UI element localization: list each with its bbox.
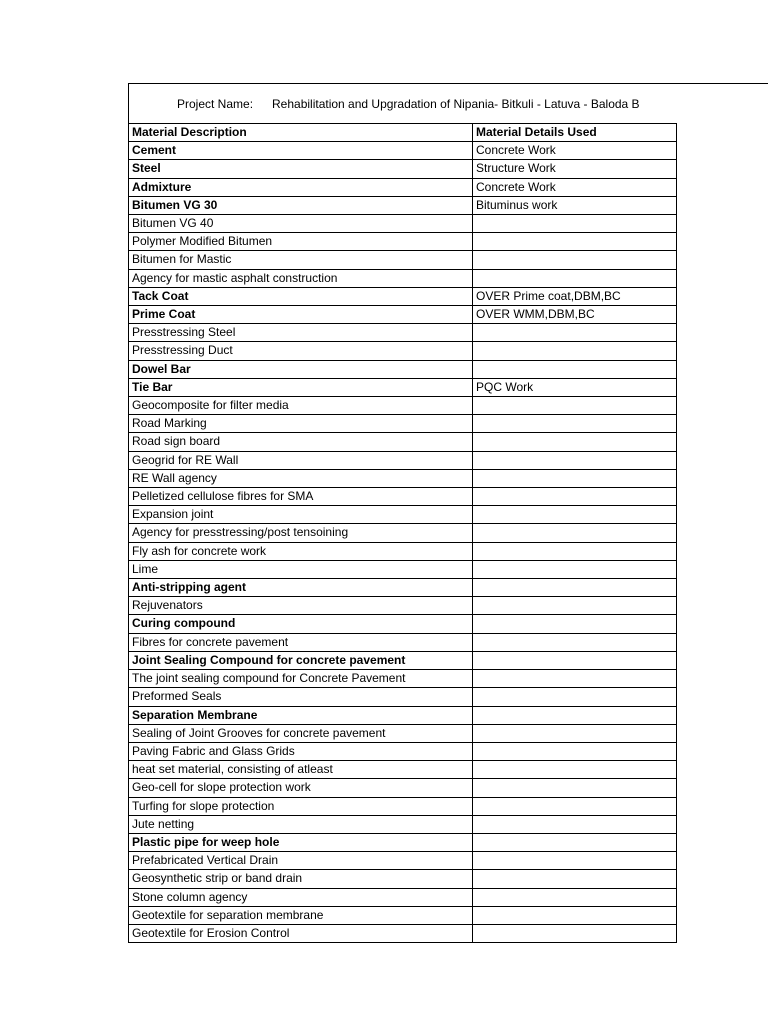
table-row xyxy=(129,469,677,487)
materials-table xyxy=(128,123,677,943)
table-row xyxy=(129,542,677,560)
material-details-cell[interactable] xyxy=(473,360,677,378)
material-description-cell[interactable]: Agency for presstressing/post tensoining xyxy=(129,524,473,542)
material-details-cell[interactable] xyxy=(473,579,677,597)
table-row xyxy=(129,779,677,797)
material-details-cell[interactable] xyxy=(473,615,677,633)
material-description-cell[interactable]: Rejuvenators xyxy=(129,597,473,615)
material-details-cell[interactable] xyxy=(473,670,677,688)
material-details-cell[interactable] xyxy=(473,888,677,906)
table-row xyxy=(129,924,677,942)
material-description-cell[interactable]: Stone column agency xyxy=(129,888,473,906)
material-description-cell[interactable]: Geogrid for RE Wall xyxy=(129,451,473,469)
material-details-cell[interactable] xyxy=(473,488,677,506)
table-row xyxy=(129,306,677,324)
material-details-cell[interactable]: Structure Work xyxy=(473,160,677,178)
material-description-cell[interactable]: Fibres for concrete pavement xyxy=(129,633,473,651)
table-row xyxy=(129,651,677,669)
material-description-cell[interactable]: Bitumen for Mastic xyxy=(129,251,473,269)
table-row xyxy=(129,415,677,433)
material-description-cell[interactable]: Geocomposite for filter media xyxy=(129,397,473,415)
table-row xyxy=(129,888,677,906)
material-details-cell[interactable] xyxy=(473,761,677,779)
material-details-cell[interactable] xyxy=(473,597,677,615)
material-details-cell[interactable] xyxy=(473,906,677,924)
project-name-label: Project Name: xyxy=(177,97,254,111)
material-description-cell[interactable]: Separation Membrane xyxy=(129,706,473,724)
material-details-cell[interactable] xyxy=(473,688,677,706)
table-row xyxy=(129,852,677,870)
table-row xyxy=(129,251,677,269)
table-row xyxy=(129,524,677,542)
table-row xyxy=(129,797,677,815)
material-details-cell[interactable] xyxy=(473,560,677,578)
table-row xyxy=(129,360,677,378)
table-row xyxy=(129,142,677,160)
material-details-cell[interactable] xyxy=(473,215,677,233)
material-description-cell[interactable]: Pelletized cellulose fibres for SMA xyxy=(129,488,473,506)
material-description-cell[interactable]: Polymer Modified Bitumen xyxy=(129,233,473,251)
table-row xyxy=(129,397,677,415)
material-details-cell[interactable] xyxy=(473,542,677,560)
material-description-cell[interactable]: Joint Sealing Compound for concrete pavement xyxy=(129,651,473,669)
material-details-cell[interactable] xyxy=(473,451,677,469)
material-description-cell[interactable]: Turfing for slope protection xyxy=(129,797,473,815)
material-details-cell[interactable] xyxy=(473,506,677,524)
column-header-description[interactable]: Material Description xyxy=(129,124,473,142)
material-description-cell[interactable]: Lime xyxy=(129,560,473,578)
project-name-value: Rehabilitation and Upgradation of Nipania- Bitkuli - Latuva - Baloda B xyxy=(272,97,640,111)
material-description-cell[interactable]: heat set material, consisting of atleast xyxy=(129,761,473,779)
material-description-cell[interactable]: Bitumen VG 40 xyxy=(129,215,473,233)
material-description-cell[interactable]: Prime Coat xyxy=(129,306,473,324)
material-description-cell[interactable]: Steel xyxy=(129,160,473,178)
material-description-cell[interactable]: Geotextile for Erosion Control xyxy=(129,924,473,942)
material-details-cell[interactable] xyxy=(473,651,677,669)
table-row xyxy=(129,233,677,251)
material-details-cell[interactable]: OVER Prime coat,DBM,BC xyxy=(473,287,677,305)
material-description-cell[interactable]: Prefabricated Vertical Drain xyxy=(129,852,473,870)
table-header-row xyxy=(129,124,677,142)
material-description-cell[interactable]: Preformed Seals xyxy=(129,688,473,706)
material-description-cell[interactable]: Sealing of Joint Grooves for concrete pavement xyxy=(129,724,473,742)
table-row xyxy=(129,815,677,833)
table-row xyxy=(129,451,677,469)
material-description-cell[interactable]: Curing compound xyxy=(129,615,473,633)
material-details-cell[interactable] xyxy=(473,852,677,870)
material-description-cell[interactable]: Road Marking xyxy=(129,415,473,433)
table-row xyxy=(129,269,677,287)
material-details-cell[interactable] xyxy=(473,324,677,342)
table-row xyxy=(129,615,677,633)
material-details-cell[interactable]: Bituminus work xyxy=(473,196,677,214)
table-row xyxy=(129,579,677,597)
material-details-cell[interactable] xyxy=(473,342,677,360)
table-row xyxy=(129,324,677,342)
material-description-cell[interactable]: Admixture xyxy=(129,178,473,196)
material-details-cell[interactable] xyxy=(473,469,677,487)
material-description-cell[interactable]: Plastic pipe for weep hole xyxy=(129,833,473,851)
table-row xyxy=(129,488,677,506)
material-description-cell[interactable]: Paving Fabric and Glass Grids xyxy=(129,742,473,760)
table-row xyxy=(129,633,677,651)
table-row xyxy=(129,342,677,360)
material-description-cell[interactable]: Expansion joint xyxy=(129,506,473,524)
material-description-cell[interactable]: Tie Bar xyxy=(129,378,473,396)
table-row xyxy=(129,761,677,779)
material-details-cell[interactable]: Concrete Work xyxy=(473,178,677,196)
table-row xyxy=(129,378,677,396)
material-details-cell[interactable] xyxy=(473,797,677,815)
table-row xyxy=(129,688,677,706)
material-description-cell[interactable]: Tack Coat xyxy=(129,287,473,305)
material-details-cell[interactable]: OVER WMM,DBM,BC xyxy=(473,306,677,324)
table-row xyxy=(129,670,677,688)
material-description-cell[interactable]: Cement xyxy=(129,142,473,160)
table-row xyxy=(129,724,677,742)
material-description-cell[interactable]: Dowel Bar xyxy=(129,360,473,378)
table-row xyxy=(129,906,677,924)
material-details-cell[interactable] xyxy=(473,924,677,942)
material-description-cell[interactable]: Anti-stripping agent xyxy=(129,579,473,597)
material-details-cell[interactable] xyxy=(473,524,677,542)
material-details-cell[interactable] xyxy=(473,433,677,451)
material-description-cell[interactable]: The joint sealing compound for Concrete Pavement xyxy=(129,670,473,688)
material-description-cell[interactable]: Bitumen VG 30 xyxy=(129,196,473,214)
material-details-cell[interactable] xyxy=(473,870,677,888)
table-row xyxy=(129,433,677,451)
material-details-cell[interactable] xyxy=(473,706,677,724)
material-details-cell[interactable] xyxy=(473,269,677,287)
material-description-cell[interactable]: RE Wall agency xyxy=(129,469,473,487)
material-details-cell[interactable] xyxy=(473,724,677,742)
material-description-cell[interactable]: Jute netting xyxy=(129,815,473,833)
table-row xyxy=(129,597,677,615)
material-description-cell[interactable]: Presstressing Duct xyxy=(129,342,473,360)
material-details-cell[interactable]: PQC Work xyxy=(473,378,677,396)
material-details-cell[interactable] xyxy=(473,233,677,251)
material-description-cell[interactable]: Presstressing Steel xyxy=(129,324,473,342)
material-description-cell[interactable]: Road sign board xyxy=(129,433,473,451)
material-details-cell[interactable] xyxy=(473,397,677,415)
material-details-cell[interactable] xyxy=(473,633,677,651)
material-details-cell[interactable] xyxy=(473,815,677,833)
table-row xyxy=(129,706,677,724)
table-row xyxy=(129,215,677,233)
material-details-cell[interactable] xyxy=(473,251,677,269)
material-description-cell[interactable]: Geosynthetic strip or band drain xyxy=(129,870,473,888)
table-row xyxy=(129,742,677,760)
table-row xyxy=(129,287,677,305)
project-header xyxy=(128,83,768,123)
material-details-cell[interactable]: Concrete Work xyxy=(473,142,677,160)
column-header-details[interactable]: Material Details Used xyxy=(473,124,677,142)
material-description-cell[interactable]: Geotextile for separation membrane xyxy=(129,906,473,924)
material-description-cell[interactable]: Agency for mastic asphalt construction xyxy=(129,269,473,287)
material-description-cell[interactable]: Geo-cell for slope protection work xyxy=(129,779,473,797)
table-row xyxy=(129,506,677,524)
table-row xyxy=(129,160,677,178)
material-details-cell[interactable] xyxy=(473,415,677,433)
material-description-cell[interactable]: Fly ash for concrete work xyxy=(129,542,473,560)
material-details-cell[interactable] xyxy=(473,833,677,851)
table-row xyxy=(129,178,677,196)
table-row xyxy=(129,870,677,888)
table-row xyxy=(129,833,677,851)
material-details-cell[interactable] xyxy=(473,742,677,760)
table-row xyxy=(129,196,677,214)
table-row xyxy=(129,560,677,578)
material-details-cell[interactable] xyxy=(473,779,677,797)
spreadsheet xyxy=(128,83,768,945)
